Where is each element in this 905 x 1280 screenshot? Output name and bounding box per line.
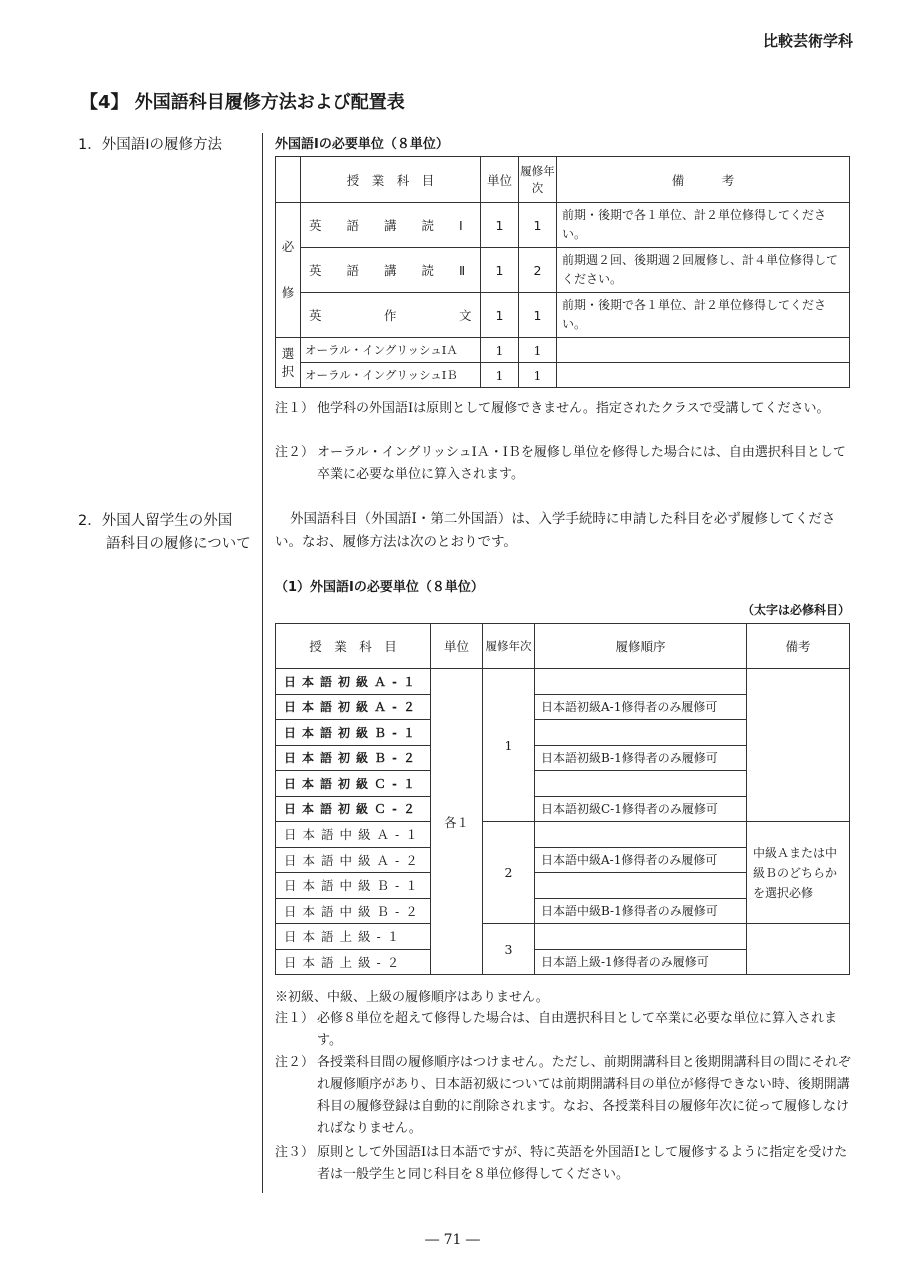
section-title: 【4】 外国語科目履修方法および配置表 [80, 92, 405, 113]
table-row: 日本語初級Ｂ-２ 日本語初級B-1修得者のみ履修可 [276, 745, 850, 771]
table-row: 日本語初級Ｃ-２ 日本語初級C-1修得者のみ履修可 [276, 796, 850, 822]
table-row: 日本語中級Ａ-１ 2 中級Ａまたは中級Ｂのどちらかを選択必修 [276, 822, 850, 848]
part2-note-1: 注１） 必修８単位を超えて修得した場合は、自由選択科目として卒業に必要な単位に算入されます。 [275, 1011, 838, 1048]
part2-side-label [78, 510, 258, 556]
part1-side-label: 1．外国語Ⅰの履修方法 [78, 137, 223, 153]
page-number: ― 71 ― [425, 1232, 480, 1248]
japanese-requirements-table [275, 623, 850, 975]
table-row: 選 択 オーラル・イングリッシュⅠＡ 1 1 [276, 338, 850, 363]
table-row: 日本語上級-２ 日本語上級-1修得者のみ履修可 [276, 949, 850, 975]
table-row: 日本語上級-１ 3 [276, 924, 850, 950]
year-group-1: 1 [483, 669, 535, 822]
header-remarks: 備 考 [557, 157, 850, 203]
part2-footnote: ※初級、中級、上級の履修順序はありません。 [275, 990, 549, 1005]
bold-legend-note: （太字は必修科目） [741, 603, 850, 617]
divider-line [262, 133, 263, 1193]
part1-subtitle: 外国語Ⅰの必要単位（８単位） [275, 137, 449, 152]
year-group-3: 3 [483, 924, 535, 975]
part2-intro: 外国語科目（外国語Ⅰ・第二外国語）は、入学手続時に申請した科目を必ず履修してください。なお、履修方法は次のとおりです。 [275, 511, 836, 550]
table-row: 日本語初級Ａ-１ 各１ 1 [276, 669, 850, 695]
department-name: 比較芸術学科 [762, 32, 853, 50]
part2-note-2: 注２） 各授業科目間の履修順序はつけません。ただし、前期開講科目と後期開講科目の間にそれぞれ履修順序があり、日本語初級については前期開講科目の単位が修得できない時、後期開講科目の履修登録は自動的に削除されます。なお、各授業科目の履修年次に従って履修しなければなりません。 [275, 1055, 851, 1136]
table-row: 日本語初級Ａ-２ 日本語初級A-1修得者のみ履修可 [276, 694, 850, 720]
table-row: 日本語初級Ｃ-１ [276, 771, 850, 797]
part2-side-label-line2: 語科目の履修について [106, 536, 251, 552]
table-row: 日本語中級Ｂ-２ 日本語中級B-1修得者のみ履修可 [276, 898, 850, 924]
table-header-row [276, 157, 850, 203]
part2-side-label-line1: 2．外国人留学生の外国 [78, 513, 233, 529]
part1-note-2: 注２） オーラル・イングリッシュⅠＡ・ⅠＢを履修し単位を修得した場合には、自由選択科目として卒業に必要な単位に算入されます。 [275, 445, 846, 482]
required-label: 必 修 [276, 203, 301, 338]
table-row: 必 修 英 語 講 読 Ⅰ 1 1 前期・後期で各１単位、計２単位修得してください。 [276, 203, 850, 248]
table-header-row: 授 業 科 目 単位 履修年次 履修順序 備考 [276, 624, 850, 669]
elective-label: 選 択 [276, 338, 301, 388]
part2-note-3: 注３） 原則として外国語Ⅰは日本語ですが、特に英語を外国語Ⅰとして履修するように指定を受けた者は一般学生と同じ科目を８単位修得してください。 [275, 1145, 848, 1182]
header-units: 単位 [481, 157, 519, 203]
table-row: 日本語初級Ｂ-１ [276, 720, 850, 746]
units-cell: 各１ [431, 669, 483, 975]
header-year: 履修年次 [519, 157, 557, 203]
table-row: 英 語 講 読 Ⅱ 1 2 前期週２回、後期週２回履修し、計４単位修得してください。 [276, 248, 850, 293]
table-row: オーラル・イングリッシュⅠＢ 1 1 [276, 363, 850, 388]
part1-note-1: 注１） 他学科の外国語Ⅰは原則として履修できません。指定されたクラスで受講してください。 [275, 401, 830, 416]
table-row: 日本語中級Ａ-２ 日本語中級A-1修得者のみ履修可 [276, 847, 850, 873]
table-row: 日本語中級Ｂ-１ [276, 873, 850, 899]
intermediate-remark: 中級Ａまたは中級Ｂのどちらかを選択必修 [747, 822, 850, 924]
english-requirements-table [275, 156, 850, 388]
table-row: 英 作 文 1 1 前期・後期で各１単位、計２単位修得してください。 [276, 293, 850, 338]
header-subject: 授 業 科 目 [301, 157, 481, 203]
part2-subtitle: （1）外国語Ⅰの必要単位（８単位） [275, 580, 484, 595]
year-group-2: 2 [483, 822, 535, 924]
